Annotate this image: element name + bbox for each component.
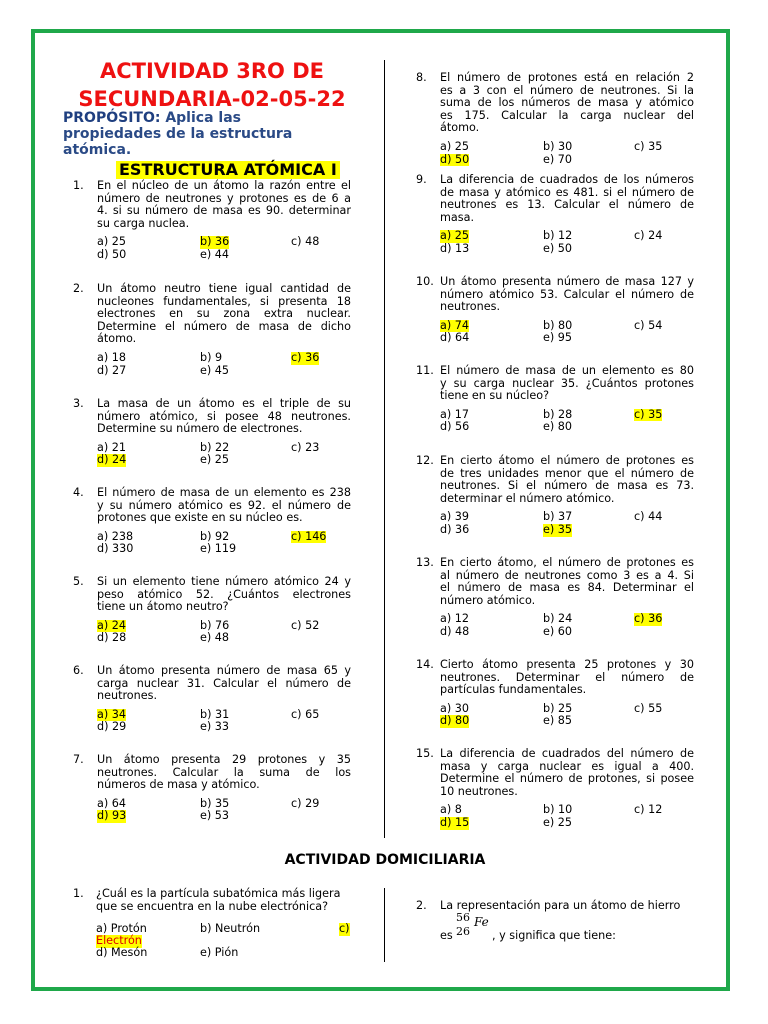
- purpose-text-2: propiedades de la estructura: [63, 126, 293, 142]
- question-line: átomo.: [440, 121, 480, 135]
- question-text: [440, 557, 694, 607]
- question-line-suffix: , y significa que tiene:: [492, 929, 616, 942]
- question-line: En el núcleo de un átomo la razón entre el: [97, 179, 351, 192]
- question-line: Determine el número de protones, si posee: [440, 772, 694, 786]
- option-a: a) 17: [440, 407, 470, 421]
- option-e: e) 119: [200, 542, 237, 556]
- column-divider: [384, 60, 385, 838]
- option-d: d) 56: [440, 420, 470, 434]
- option-c: c) 35: [634, 140, 663, 153]
- option-b: b) 35: [200, 796, 230, 810]
- option-d: d) 50: [440, 152, 470, 166]
- question-line: Un átomo presenta número de masa 65 y: [97, 664, 351, 677]
- question-line: número de neutrones y protones es de 6 a: [97, 191, 351, 205]
- option-d: d) 13: [440, 242, 470, 255]
- option-e: e) 53: [200, 809, 230, 823]
- title-line-2: SECUNDARIA-02-05-22: [78, 87, 346, 111]
- option-a: a) Protón: [96, 922, 147, 935]
- question-line: La masa de un átomo es el triple de su: [97, 397, 351, 410]
- question-line: Un átomo presenta número de masa 127 y: [440, 275, 694, 288]
- option-a: a) 39: [440, 510, 470, 524]
- option-a: a) 21: [97, 440, 127, 454]
- question-line: partículas fundamentales.: [440, 683, 587, 697]
- option-b: b) 92: [200, 529, 230, 543]
- question-text: [440, 659, 694, 697]
- option-d: d) Mesón: [96, 946, 148, 959]
- homework-question-2: [416, 900, 706, 950]
- option-d: d) 15: [440, 816, 470, 829]
- question-number: 7.: [73, 753, 84, 766]
- question-line: ¿Cuál es la partícula subatómica más ligera: [96, 887, 341, 900]
- question-line: electrones en su zona extra nuclear.: [97, 307, 351, 321]
- question-line: y su carga nuclear 35. ¿Cuántos protones: [440, 376, 694, 390]
- option-a: a) 238: [97, 529, 134, 543]
- option-a: a) 18: [97, 351, 127, 364]
- question-line: tiene en su núcleo?: [440, 389, 550, 403]
- option-a: a) 24: [97, 618, 127, 632]
- section-title: ESTRUCTURA ATÓMICA I: [116, 161, 340, 179]
- question-text: [97, 398, 351, 436]
- option-b: b) 25: [543, 701, 573, 715]
- option-e: e) 80: [543, 420, 573, 434]
- question-line: El número de masa de un elemento es 238: [97, 486, 351, 499]
- question-text: [97, 283, 351, 346]
- question-line: masa.: [440, 210, 474, 224]
- question-number: 10.: [416, 275, 434, 288]
- option-c: c): [339, 922, 350, 935]
- option-e: e) 60: [543, 625, 573, 638]
- option-a: a) 12: [440, 612, 470, 626]
- option-c: c) 55: [634, 701, 663, 715]
- question-text: [96, 888, 356, 913]
- option-c: c) 52: [291, 618, 320, 632]
- question-line: Cierto átomo presenta 25 protones y 30: [440, 658, 694, 671]
- question-number: 9.: [416, 173, 427, 186]
- question-line: Un átomo neutro tiene igual cantidad de: [97, 282, 351, 295]
- question-line: número atómico.: [440, 593, 536, 607]
- question-number: 3.: [73, 397, 84, 410]
- question-line: Si un elemento tiene número atómico 24 y: [97, 575, 351, 588]
- option-e: e) 45: [200, 363, 230, 377]
- option-b: b) 28: [543, 407, 573, 421]
- question-line: Un átomo presenta 29 protones y 35: [97, 753, 351, 766]
- option-b: b) 80: [543, 318, 573, 332]
- purpose-text-3: atómica.: [63, 142, 132, 158]
- question-line: neutrones. Si el número de masa es 73.: [440, 479, 694, 493]
- question-line: protones que existe en su núcleo es.: [97, 511, 303, 525]
- option-d: d) 24: [97, 453, 127, 467]
- question-text: [97, 487, 351, 525]
- question-number: 2.: [73, 282, 84, 295]
- option-e: e) 25: [200, 453, 230, 467]
- option-c: c) 48: [291, 235, 320, 249]
- question-text: [97, 576, 351, 614]
- option-e: e) 70: [543, 152, 573, 166]
- question-line: En cierto átomo, el número de protones es: [440, 556, 694, 569]
- option-d: d) 330: [97, 542, 134, 556]
- question-line: átomo.: [97, 332, 137, 346]
- question-line: suma de los números de masa y atómico: [440, 96, 694, 110]
- option-c: c) 146: [291, 529, 327, 543]
- option-b: b) 36: [200, 235, 230, 249]
- question-number: 1.: [73, 887, 84, 900]
- option-c: c) 23: [291, 440, 320, 454]
- option-c: c) 24: [634, 229, 663, 243]
- question-number: 13.: [416, 556, 434, 569]
- question-line-prefix: es: [440, 929, 453, 942]
- option-d: d) 36: [440, 523, 470, 536]
- purpose-text-1: Aplica las: [165, 110, 241, 126]
- question-line: tiene un átomo neutro?: [97, 600, 229, 614]
- question-line: neutrones.: [440, 300, 501, 314]
- element-symbol: Fe: [474, 915, 489, 929]
- option-b: b) 24: [543, 612, 573, 626]
- question-text: [440, 72, 694, 135]
- option-c: c) 44: [634, 510, 663, 524]
- question-text: [440, 276, 694, 314]
- option-b: b) 10: [543, 803, 573, 817]
- purpose-block: [63, 110, 363, 158]
- question-number: 11.: [416, 364, 434, 377]
- question-number: 6.: [73, 664, 84, 677]
- question-text: [440, 365, 694, 403]
- question-line: nucleones fundamentales, si presenta 18: [97, 294, 351, 308]
- question-line: de masa y atómico es 481. si el número de: [440, 185, 694, 199]
- question-line: peso atómico 52. ¿Cuántos electrones: [97, 587, 351, 601]
- question-number: 14.: [416, 658, 434, 671]
- option-e: e) 33: [200, 720, 230, 734]
- option-a: a) 30: [440, 701, 470, 715]
- option-b: b) 37: [543, 510, 573, 524]
- atomic-number: 26: [456, 925, 470, 938]
- option-e: e) 25: [543, 816, 573, 829]
- question-line: Determine su número de electrones.: [97, 422, 303, 436]
- question-line: neutrones es 13. Calcular el número de: [440, 198, 694, 212]
- question-line: su carga nuclea.: [97, 216, 190, 230]
- option-b: b) 30: [543, 140, 573, 153]
- homework-column-divider: [384, 888, 385, 962]
- option-a: a) 34: [97, 707, 127, 721]
- question-line: carga nuclear 31. Calcular el número de: [97, 676, 351, 690]
- option-d: d) 50: [97, 248, 127, 261]
- question-number: 15.: [416, 747, 434, 760]
- option-c: c) 36: [291, 351, 320, 364]
- option-d: d) 27: [97, 363, 127, 377]
- question-line: masa y carga nuclear es igual a 400.: [440, 759, 694, 773]
- question-line: y su número atómico es 92. el número de: [97, 498, 351, 512]
- question-line: neutrones. Determinar el número de: [440, 670, 694, 684]
- option-e: e) 44: [200, 248, 230, 261]
- question-text: [440, 174, 694, 224]
- question-line: neutrones.: [97, 689, 158, 703]
- option-c: c) 54: [634, 318, 663, 332]
- question-line: número atómico, si posee 48 neutrones.: [97, 409, 351, 423]
- question-line: número atómico 53. Calcular el número de: [440, 287, 694, 301]
- question-line: es a 3 con el número de neutrones. Si la: [440, 83, 694, 97]
- question-line: La representación para un átomo de hierro: [440, 899, 681, 912]
- option-b: b) Neutrón: [200, 922, 261, 935]
- option-d: d) 80: [440, 714, 470, 728]
- option-d: d) 29: [97, 720, 127, 734]
- question-line: al número de neutrones como 3 es a 4. Si: [440, 568, 694, 582]
- option-d: d) 64: [440, 331, 470, 345]
- option-a: a) 25: [97, 235, 127, 249]
- question-text: [97, 180, 351, 230]
- page-title: [62, 57, 362, 113]
- question-text: [440, 455, 694, 505]
- question-line: el número de masa es 84. Determinar el: [440, 581, 694, 595]
- option-a: a) 74: [440, 318, 470, 332]
- mass-number: 56: [456, 911, 470, 924]
- option-d: d) 93: [97, 809, 127, 823]
- title-line-1: ACTIVIDAD 3RO DE: [99, 59, 325, 83]
- option-c: c) 35: [634, 407, 663, 421]
- option-e: e) Pión: [200, 946, 239, 959]
- question-number: 5.: [73, 575, 84, 588]
- option-b: b) 31: [200, 707, 230, 721]
- option-a: a) 8: [440, 803, 462, 817]
- question-line: números de masa y atómico.: [97, 778, 260, 792]
- question-number: 4.: [73, 486, 84, 499]
- option-b: b) 76: [200, 618, 230, 632]
- question-number: 12.: [416, 454, 434, 467]
- question-line: es 175. Calcular la carga nuclear del: [440, 108, 694, 122]
- question-line: Determine el número de masa de dicho: [97, 319, 351, 333]
- option-e: e) 50: [543, 242, 573, 255]
- option-c-answer: Electrón: [96, 934, 142, 947]
- question-line: 4. si su número de masa es 90. determinar: [97, 204, 351, 218]
- question-line: neutrones. Calcular la suma de los: [97, 765, 351, 779]
- question-line: La diferencia de cuadrados del número de: [440, 747, 694, 760]
- option-c: c) 29: [291, 796, 320, 810]
- option-a: a) 25: [440, 140, 470, 153]
- option-d: d) 28: [97, 631, 127, 645]
- question-text: [440, 748, 694, 798]
- option-b: b) 9: [200, 351, 223, 364]
- question-number: 2.: [416, 899, 427, 912]
- question-line: El número de masa de un elemento es 80: [440, 364, 694, 377]
- option-c: c) 12: [634, 803, 663, 817]
- question-text: [97, 754, 351, 792]
- purpose-label: PROPÓSITO:: [63, 110, 161, 126]
- question-line: La diferencia de cuadrados de los números: [440, 173, 694, 186]
- option-e: e) 48: [200, 631, 230, 645]
- question-number: 8.: [416, 71, 427, 84]
- option-a: a) 64: [97, 796, 127, 810]
- option-c: c) 65: [291, 707, 320, 721]
- question-line: que se encuentra en la nube electrónica?: [96, 899, 329, 913]
- option-c: c) 36: [634, 612, 663, 626]
- question-line: El número de protones está en relación 2: [440, 71, 694, 84]
- option-a: a) 25: [440, 229, 470, 243]
- question-text: [97, 665, 351, 703]
- question-number: 1.: [73, 179, 84, 192]
- option-e: e) 95: [543, 331, 573, 345]
- question-line: determinar el número atómico.: [440, 491, 615, 505]
- option-e: e) 35: [543, 523, 573, 536]
- question-line: de tres unidades menor que el número de: [440, 466, 694, 480]
- option-b: b) 12: [543, 229, 573, 243]
- option-b: b) 22: [200, 440, 230, 454]
- option-e: e) 85: [543, 714, 573, 728]
- option-d: d) 48: [440, 625, 470, 638]
- homework-title: ACTIVIDAD DOMICILIARIA: [284, 852, 486, 868]
- question-line: En cierto átomo el número de protones es: [440, 454, 694, 467]
- question-line: 10 neutrones.: [440, 784, 518, 798]
